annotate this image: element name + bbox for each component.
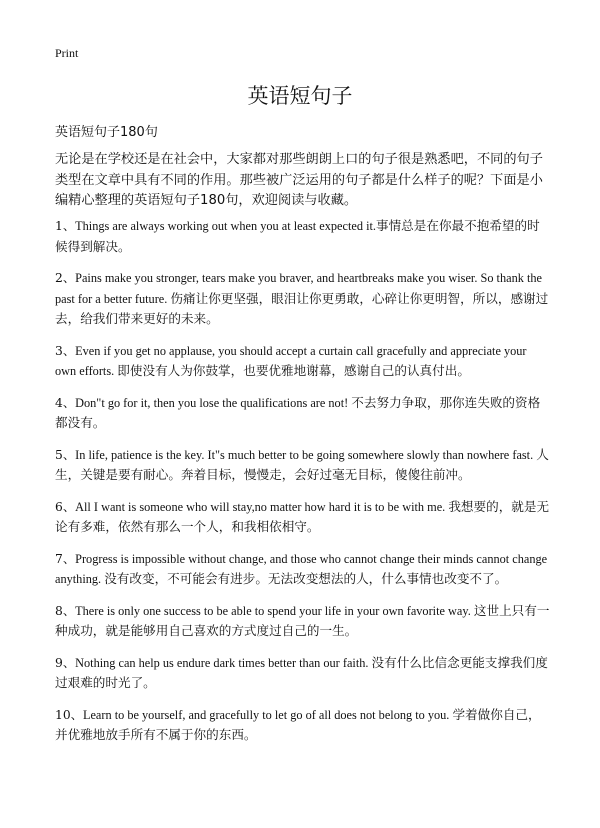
intro-paragraph: 无论是在学校还是在社会中，大家都对那些朗朗上口的句子很是熟悉吧，不同的句子类型在文章中具有不同的作用。那些被广泛运用的句子都是什么样子的呢？下面是小编精心整理的英语短句子180句，欢迎阅读与收藏。 xyxy=(55,152,543,208)
sentence-chinese: 即使没有人为你鼓掌，也要优雅地谢幕，感谢自己的认真付出。 xyxy=(117,363,470,378)
sentence-number: 5、 xyxy=(55,447,76,462)
sentence-item xyxy=(55,341,550,382)
sentence-chinese: 事情总是在你最不抱希望的时候得到解决。 xyxy=(55,218,540,254)
document-subtitle: 英语短句子180句 xyxy=(55,125,158,140)
sentence-english: Nothing can help us endure dark times better than our faith. xyxy=(75,655,372,670)
sentence-number: 3、 xyxy=(55,343,76,358)
sentence-chinese: 这世上只有一种成功，就是能够用自己喜欢的方式度过自己的一生。 xyxy=(55,602,550,638)
sentence-english: Progress is impossible without change, and those who cannot change their minds cannot change anything. xyxy=(55,551,548,586)
sentence-number: 7、 xyxy=(55,551,76,566)
print-label[interactable]: Print xyxy=(55,46,79,60)
sentence-item xyxy=(55,268,550,330)
sentence-number: 1、 xyxy=(55,219,76,233)
sentence-chinese: 我想要的，就是无论有多难，依然有那么一个人，和我相依相守。 xyxy=(55,498,550,534)
sentence-item xyxy=(55,497,550,538)
sentence-english: Pains make you stronger, tears make you braver, and heartbreaks make you wiser. So thank the past for a better future. xyxy=(55,271,542,306)
sentence-chinese: 不去努力争取，那你连失败的资格都没有。 xyxy=(55,394,541,430)
sentence-english: Learn to be yourself, and gracefully to let go of all does not belong to you. xyxy=(82,707,453,722)
sentence-chinese: 伤痛让你更坚强，眼泪让你更勇敢，心碎让你更明智，所以，感谢过去，给我们带来更好的未来。 xyxy=(55,290,549,326)
sentence-number: 4、 xyxy=(55,395,76,410)
sentence-number: 2、 xyxy=(55,271,76,285)
sentence-number: 10、 xyxy=(55,707,83,722)
sentence-item xyxy=(55,445,550,486)
sentence-chinese: 人生，关键是要有耐心。奔着目标，慢慢走，会好过毫无目标，傻傻往前冲。 xyxy=(55,446,549,482)
sentence-chinese: 没有改变，不可能会有进步。无法改变想法的人，什么事情也改变不了。 xyxy=(104,571,508,586)
sentence-item xyxy=(55,653,550,694)
document-title: 英语短句子 xyxy=(247,84,353,108)
sentence-english: All I want is someone who will stay,no matter how hard it is to be with me. xyxy=(75,499,449,514)
sentence-number: 6、 xyxy=(55,499,76,514)
sentence-chinese: 没有什么比信念更能支撑我们度过艰难的时光了。 xyxy=(55,654,548,690)
sentence-english: Even if you get no applause, you should accept a curtain call gracefully and appreciate your own efforts. xyxy=(55,343,527,378)
sentence-chinese: 学着做你自己，并优雅地放手所有不属于你的东西。 xyxy=(55,706,541,742)
sentence-list xyxy=(55,216,550,757)
sentence-item xyxy=(55,393,550,434)
sentence-number: 9、 xyxy=(55,655,76,670)
sentence-english: There is only one success to be able to spend your life in your own favorite way. xyxy=(75,603,474,618)
sentence-english: In life, patience is the key. It"s much better to be going somewhere slowly than nowhere fast. xyxy=(75,447,537,462)
sentence-item xyxy=(55,216,550,257)
sentence-item xyxy=(55,705,550,746)
sentence-item xyxy=(55,549,550,590)
sentence-english: Don"t go for it, then you lose the qualifications are not! xyxy=(75,395,352,410)
sentence-item xyxy=(55,601,550,642)
sentence-english: Things are always working out when you at least expected it. xyxy=(75,219,376,233)
sentence-number: 8、 xyxy=(55,603,76,618)
